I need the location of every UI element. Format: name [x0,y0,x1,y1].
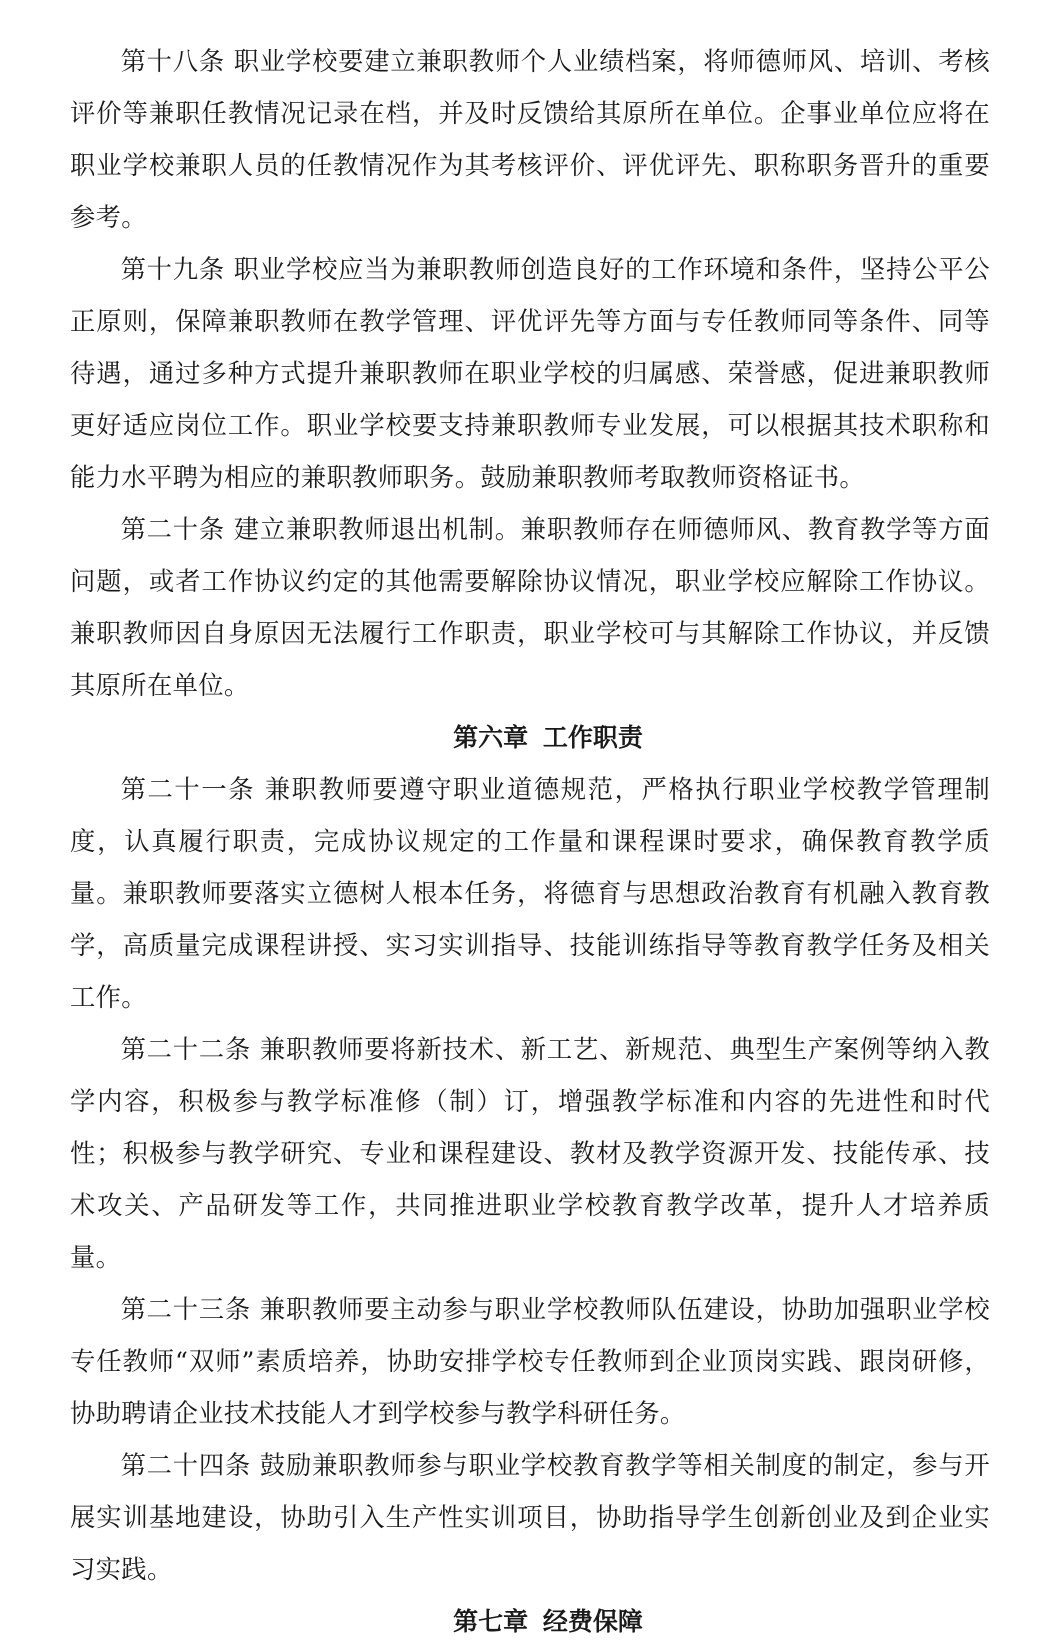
article-18-paragraph: 第十八条 职业学校要建立兼职教师个人业绩档案，将师德师风、培训、考核评价等兼职任教情况记录在档，并及时反馈给其原所在单位。企事业单位应将在职业学校兼职人员的任教情况作为其考核评价、评优评先、职称职务晋升的重要参考。 [70,47,990,232]
article-19-paragraph: 第十九条 职业学校应当为兼职教师创造良好的工作环境和条件，坚持公平公正原则，保障兼职教师在教学管理、评优评先等方面与专任教师同等条件、同等待遇，通过多种方式提升兼职教师在职业学校的归属感、荣誉感，促进兼职教师更好适应岗位工作。职业学校要支持兼职教师专业发展，可以根据其技术职称和能力水平聘为相应的兼职教师职务。鼓励兼职教师考取教师资格证书。 [70,255,990,492]
article-21-paragraph: 第二十一条 兼职教师要遵守职业道德规范，严格执行职业学校教学管理制度，认真履行职责，完成协议规定的工作量和课程课时要求，确保教育教学质量。兼职教师要落实立德树人根本任务，将德育与思想政治教育有机融入教育教学，高质量完成课程讲授、实习实训指导、技能训练指导等教育教学任务及相关工作。 [70,775,990,1012]
chapter-6-heading: 第六章 工作职责 [453,723,643,752]
article-24-paragraph: 第二十四条 鼓励兼职教师参与职业学校教育教学等相关制度的制定，参与开展实训基地建设，协助引入生产性实训项目，协助指导学生创新创业及到企业实习实践。 [70,1451,990,1584]
article-20-paragraph: 第二十条 建立兼职教师退出机制。兼职教师存在师德师风、教育教学等方面问题，或者工作协议约定的其他需要解除协议情况，职业学校应解除工作协议。兼职教师因自身原因无法履行工作职责，职业学校可与其解除工作协议，并反馈其原所在单位。 [70,515,990,700]
article-22-paragraph: 第二十二条 兼职教师要将新技术、新工艺、新规范、典型生产案例等纳入教学内容，积极参与教学标准修（制）订，增强教学标准和内容的先进性和时代性；积极参与教学研究、专业和课程建设、教材及教学资源开发、技能传承、技术攻关、产品研发等工作，共同推进职业学校教育教学改革，提升人才培养质量。 [70,1035,990,1272]
chapter-7-heading: 第七章 经费保障 [453,1607,643,1636]
article-23-paragraph: 第二十三条 兼职教师要主动参与职业学校教师队伍建设，协助加强职业学校专任教师“双师”素质培养，协助安排学校专任教师到企业顶岗实践、跟岗研修，协助聘请企业技术技能人才到学校参与教学科研任务。 [70,1295,990,1428]
